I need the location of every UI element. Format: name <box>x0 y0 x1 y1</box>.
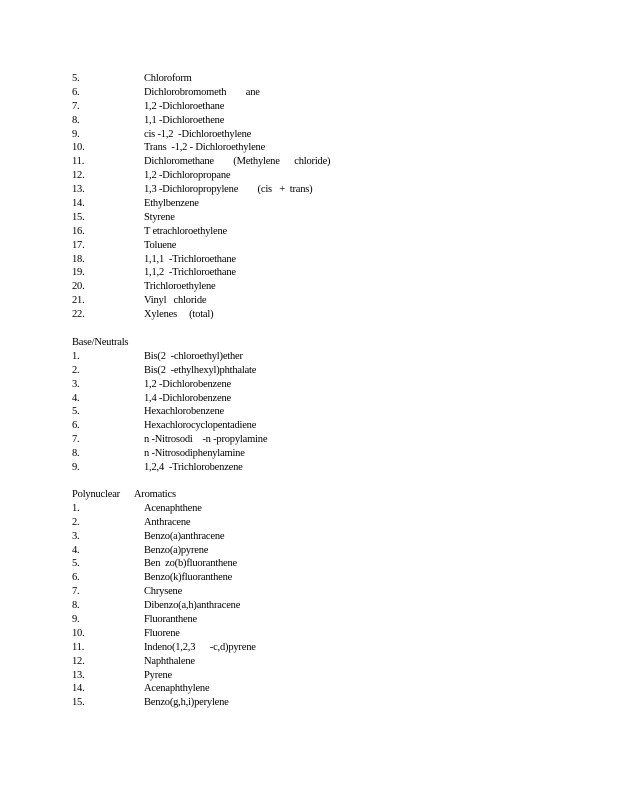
item-number: 3. <box>72 530 80 542</box>
item-number: 4. <box>72 544 80 556</box>
compound-name: Benzo(a)pyrene <box>144 544 209 556</box>
list-item <box>72 516 492 530</box>
item-number: 19. <box>72 267 85 279</box>
item-number: 21. <box>72 295 85 307</box>
list-item <box>72 225 492 239</box>
compound-name: 1,2,4 -Trichlorobenzene <box>144 462 243 474</box>
compound-name: Bis(2 -ethylhexyl)phthalate <box>144 364 257 376</box>
list-item <box>72 128 492 142</box>
compound-name: Bis(2 -chloroethyl)ether <box>144 350 243 362</box>
compound-name: Hexachlorocyclopentadiene <box>144 420 257 432</box>
list-item <box>72 308 492 322</box>
list-item <box>72 169 492 183</box>
item-number: 15. <box>72 211 85 223</box>
compound-name: 1,3 -Dichloropropylene (cis + trans) <box>144 184 313 196</box>
list-item <box>72 364 492 378</box>
item-number: 7. <box>72 100 80 112</box>
compound-name: 1,2 -Dichloropropane <box>144 170 231 182</box>
list-item <box>72 433 492 447</box>
item-number: 4. <box>72 392 80 404</box>
compound-name: Trichloroethylene <box>144 281 216 293</box>
item-number: 2. <box>72 364 80 376</box>
compound-name: Dichloromethane (Methylene chloride) <box>144 156 331 168</box>
item-number: 22. <box>72 309 85 321</box>
list-item <box>72 682 492 696</box>
compound-name: Anthracene <box>144 516 191 528</box>
item-number: 11. <box>72 641 85 653</box>
list-item <box>72 141 492 155</box>
compound-name: T etrachloroethylene <box>144 225 227 237</box>
item-number: 5. <box>72 406 80 418</box>
compound-name: Styrene <box>144 211 175 223</box>
compound-name: 1,1 -Dichloroethene <box>144 114 225 126</box>
compound-name: cis -1,2 -Dichloroethylene <box>144 128 252 140</box>
compound-name: Acenaphthene <box>144 502 202 514</box>
compound-name: 1,1,2 -Trichloroethane <box>144 267 236 279</box>
list-item <box>72 655 492 669</box>
list-item <box>72 557 492 571</box>
compound-name: Dichlorobromometh ane <box>144 86 260 98</box>
item-number: 10. <box>72 142 85 154</box>
section-heading: Base/Neutrals <box>72 337 129 348</box>
list-item <box>72 613 492 627</box>
compound-name: Ben zo(b)fluoranthene <box>144 558 237 570</box>
item-number: 15. <box>72 697 85 709</box>
list-item <box>72 239 492 253</box>
list-item <box>72 571 492 585</box>
item-number: 6. <box>72 572 80 584</box>
list-item <box>72 266 492 280</box>
item-number: 5. <box>72 558 80 570</box>
list-item <box>72 544 492 558</box>
item-number: 2. <box>72 516 80 528</box>
section-heading: Polynuclear Aromatics <box>72 489 176 500</box>
compound-name: Ethylbenzene <box>144 198 199 210</box>
compound-name: Hexachlorobenzene <box>144 406 224 418</box>
list-item <box>72 211 492 225</box>
compound-name: 1,2 -Dichloroethane <box>144 100 225 112</box>
list-item <box>72 627 492 641</box>
item-number: 16. <box>72 225 85 237</box>
item-number: 13. <box>72 669 85 681</box>
compound-name: Xylenes (total) <box>144 309 214 321</box>
list-item <box>72 378 492 392</box>
list-item <box>72 253 492 267</box>
list-item <box>72 114 492 128</box>
item-number: 10. <box>72 627 85 639</box>
compound-name: 1,2 -Dichlorobenzene <box>144 378 231 390</box>
compound-name: Indeno(1,2,3 -c,d)pyrene <box>144 641 256 653</box>
item-number: 1. <box>72 350 80 362</box>
compound-name: Toluene <box>144 239 177 251</box>
list-item <box>72 530 492 544</box>
item-number: 18. <box>72 253 85 265</box>
compound-name: Naphthalene <box>144 655 195 667</box>
compound-name: 1,1,1 -Trichloroethane <box>144 253 236 265</box>
compound-name: Vinyl chloride <box>144 295 207 307</box>
base-neutrals-section <box>72 336 492 475</box>
list-item <box>72 392 492 406</box>
compound-name: n -Nitrosodi -n -propylamine <box>144 434 268 446</box>
item-number: 14. <box>72 198 85 210</box>
item-number: 8. <box>72 600 80 612</box>
compound-name: Chrysene <box>144 586 183 598</box>
list-item <box>72 197 492 211</box>
list-item <box>72 183 492 197</box>
item-number: 6. <box>72 86 80 98</box>
list-item <box>72 72 492 86</box>
list-item <box>72 280 492 294</box>
item-number: 7. <box>72 586 80 598</box>
item-number: 1. <box>72 502 80 514</box>
compound-name: Benzo(g,h,i)perylene <box>144 697 229 709</box>
item-number: 9. <box>72 614 80 626</box>
compound-name: Pyrene <box>144 669 172 681</box>
compound-name: Chloroform <box>144 73 192 84</box>
compound-name: Fluorene <box>144 627 180 639</box>
item-number: 8. <box>72 448 80 460</box>
compound-name: 1,4 -Dichlorobenzene <box>144 392 231 404</box>
item-number: 13. <box>72 184 85 196</box>
compound-name: Benzo(k)fluoranthene <box>144 572 233 584</box>
list-item <box>72 641 492 655</box>
item-number: 12. <box>72 655 85 667</box>
item-number: 5. <box>72 73 80 84</box>
list-item <box>72 599 492 613</box>
item-number: 7. <box>72 434 80 446</box>
item-number: 9. <box>72 128 80 140</box>
item-number: 20. <box>72 281 85 293</box>
list-item <box>72 405 492 419</box>
list-item <box>72 294 492 308</box>
compound-name: Benzo(a)anthracene <box>144 530 225 542</box>
compound-name: Acenaphthylene <box>144 683 210 695</box>
list-item <box>72 669 492 683</box>
list-item <box>72 86 492 100</box>
volatiles-list <box>72 72 492 322</box>
list-item <box>72 100 492 114</box>
item-number: 12. <box>72 170 85 182</box>
compound-name: Dibenzo(a,h)anthracene <box>144 600 241 612</box>
list-item <box>72 585 492 599</box>
compound-name: Fluoranthene <box>144 614 198 626</box>
list-item <box>72 447 492 461</box>
item-number: 11. <box>72 156 85 168</box>
item-number: 14. <box>72 683 85 695</box>
item-number: 17. <box>72 239 85 251</box>
item-number: 8. <box>72 114 80 126</box>
item-number: 9. <box>72 462 80 474</box>
list-item <box>72 502 492 516</box>
list-item <box>72 350 492 364</box>
compound-name: Trans -1,2 - Dichloroethylene <box>144 142 266 154</box>
list-item <box>72 419 492 433</box>
list-item <box>72 696 492 710</box>
list-item <box>72 461 492 475</box>
item-number: 3. <box>72 378 80 390</box>
list-item <box>72 155 492 169</box>
polynuclear-aromatics-section <box>72 488 492 710</box>
item-number: 6. <box>72 420 80 432</box>
compound-name: n -Nitrosodiphenylamine <box>144 448 245 460</box>
